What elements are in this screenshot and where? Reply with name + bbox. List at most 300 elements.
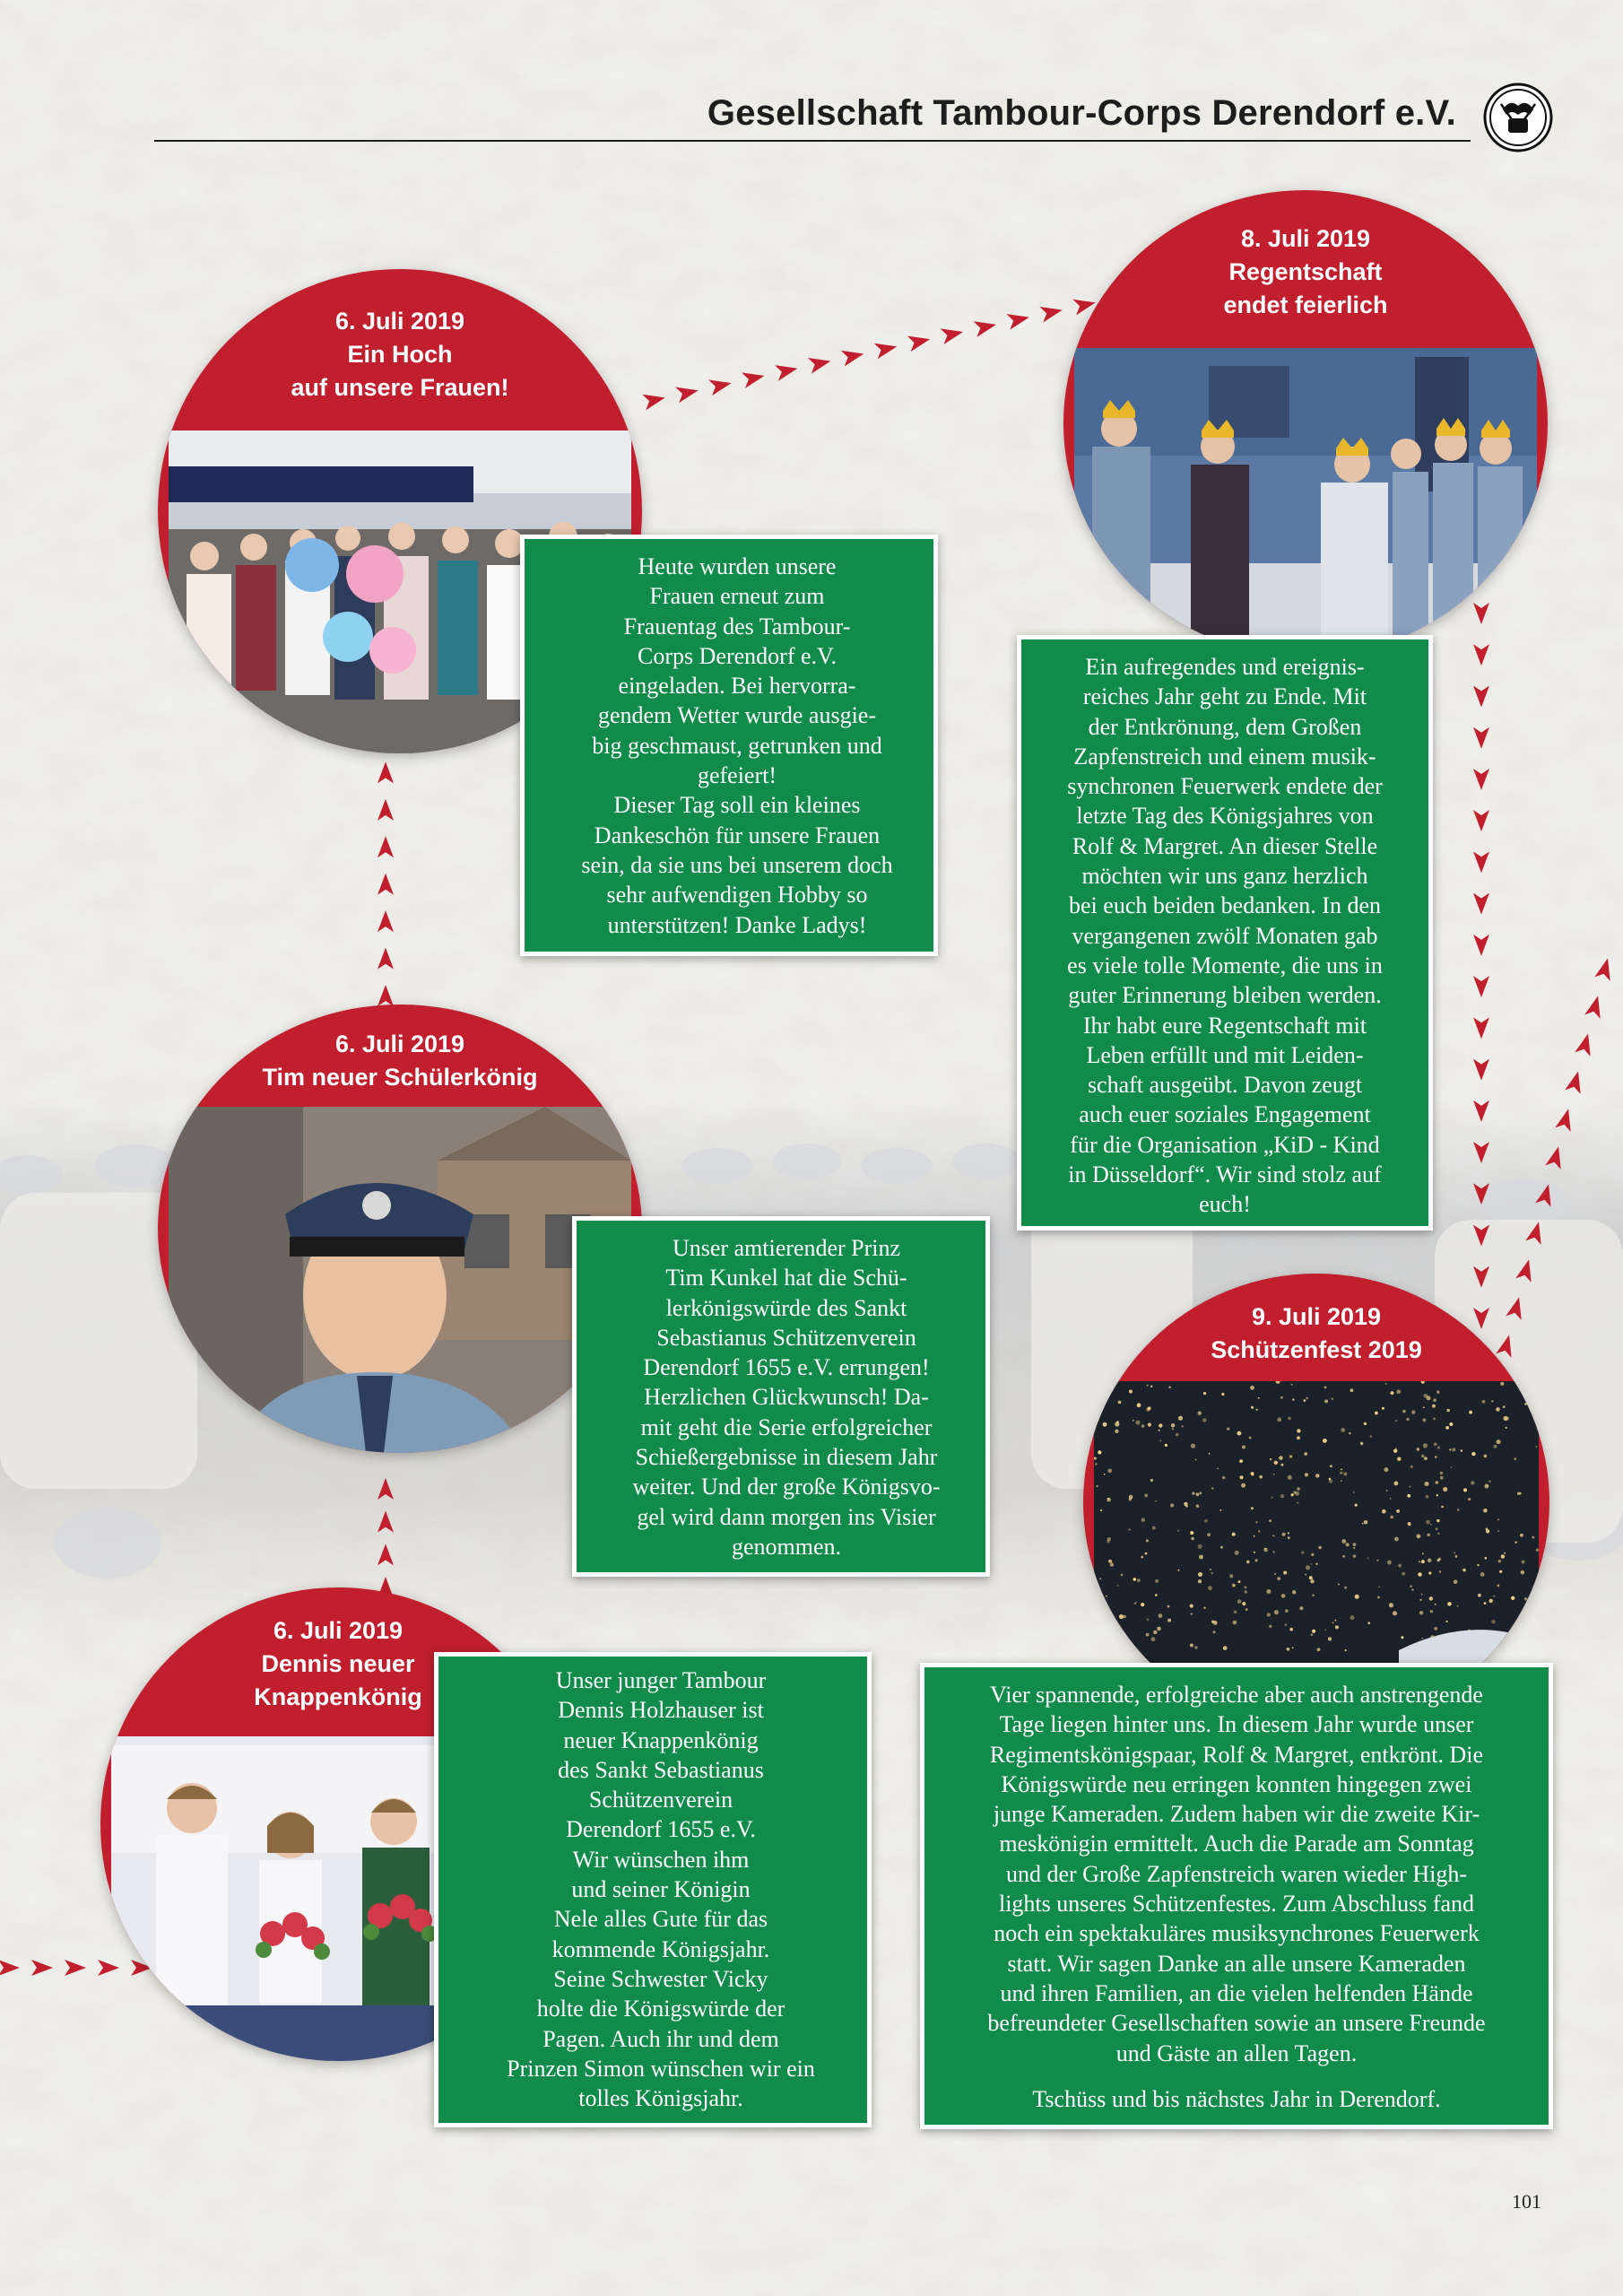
firework-spark <box>1176 1433 1179 1437</box>
firework-spark <box>1426 1495 1429 1499</box>
firework-spark <box>1299 1606 1303 1610</box>
firework-spark <box>1246 1561 1250 1564</box>
firework-spark <box>1258 1397 1260 1399</box>
firework-spark <box>1241 1483 1245 1488</box>
firework-spark <box>1396 1509 1400 1513</box>
firework-spark <box>1441 1506 1444 1509</box>
firework-spark <box>1254 1535 1255 1537</box>
firework-spark <box>1397 1457 1401 1461</box>
firework-spark <box>1295 1492 1299 1496</box>
firework-spark <box>1364 1520 1368 1525</box>
firework-spark <box>1191 1444 1195 1448</box>
firework-spark <box>1434 1627 1437 1631</box>
firework-spark <box>1421 1560 1425 1563</box>
firework-spark <box>1500 1382 1504 1386</box>
firework-spark <box>1255 1559 1258 1561</box>
firework-spark <box>1152 1526 1156 1530</box>
firework-spark <box>1395 1420 1397 1422</box>
firework-spark <box>1306 1397 1308 1400</box>
firework-spark <box>1471 1481 1474 1484</box>
firework-spark <box>1211 1572 1213 1575</box>
firework-spark <box>1440 1476 1444 1480</box>
firework-spark <box>1353 1547 1355 1549</box>
firework-spark <box>1311 1563 1313 1565</box>
firework-spark <box>1169 1387 1171 1388</box>
firework-spark <box>1191 1613 1193 1614</box>
event-title-line: Tim neuer Schülerkönig <box>262 1064 538 1091</box>
firework-spark <box>1332 1622 1334 1623</box>
event-text: Vier spannende, erfolgreiche aber auch anstrengende Tage liegen hinter uns. In diesem Jahr wurde unser Regimentskönigspaar, Rolf & Margret, entkrönt. Die Königswürde neu erringen konnten hingegen zwei junge Kameraden. Zudem haben wir die zweite Kir- meskönigin ermittelt. Auch die Parade am Sonntag und der Große Zapfenstreich waren wieder High- lights unseres Schützenfestes. Zum Abschluss fand noch ein spektakuläres musiksynchrones Feuerwerk statt. Wir sagen Danke an alle unsere Kameraden und ihren Familien, an die vielen helfenden Hände befreundeter Gesellschaften sowie an unsere Freunde und Gäste an allen Tagen. <box>987 1682 1486 2066</box>
firework-spark <box>1305 1473 1308 1476</box>
firework-spark <box>1297 1502 1298 1504</box>
firework-spark <box>1387 1561 1392 1565</box>
event-text-frauentag <box>520 535 938 956</box>
firework-spark <box>1098 1450 1101 1454</box>
event-title-line: Knappenkönig <box>254 1683 422 1710</box>
firework-spark <box>1406 1418 1409 1421</box>
firework-spark <box>1277 1577 1280 1580</box>
firework-spark <box>1289 1628 1293 1631</box>
firework-spark <box>1496 1407 1500 1412</box>
firework-spark <box>1210 1569 1211 1570</box>
firework-spark <box>1172 1428 1175 1431</box>
firework-spark <box>1238 1580 1241 1583</box>
firework-spark <box>1297 1436 1300 1439</box>
firework-spark <box>1417 1535 1421 1539</box>
firework-spark <box>1390 1516 1393 1519</box>
firework-spark <box>1353 1554 1357 1558</box>
firework-spark <box>1124 1639 1126 1641</box>
firework-spark <box>1389 1603 1393 1607</box>
firework-spark <box>1469 1411 1472 1414</box>
firework-spark <box>1118 1401 1122 1405</box>
firework-spark <box>1384 1467 1388 1472</box>
firework-spark <box>1428 1534 1430 1536</box>
firework-spark <box>1249 1437 1252 1439</box>
firework-spark <box>1524 1403 1527 1405</box>
firework-spark <box>1393 1611 1397 1615</box>
firework-spark <box>1104 1474 1106 1475</box>
event-title-line: Schützenfest 2019 <box>1211 1336 1422 1363</box>
firework-spark <box>1318 1546 1322 1550</box>
firework-spark <box>1375 1412 1378 1415</box>
firework-spark <box>1418 1572 1422 1577</box>
firework-spark <box>1342 1555 1344 1557</box>
firework-spark <box>1436 1527 1438 1530</box>
firework-spark <box>1435 1456 1437 1458</box>
firework-spark <box>1254 1552 1255 1553</box>
firework-spark <box>1129 1495 1133 1500</box>
firework-spark <box>1235 1551 1239 1555</box>
firework-spark <box>1397 1389 1402 1394</box>
event-circle-schuelerkoenig <box>158 1004 642 1453</box>
firework-spark <box>1422 1552 1424 1554</box>
firework-spark <box>1155 1500 1157 1502</box>
firework-spark <box>1135 1421 1140 1425</box>
event-title-line: auf unsere Frauen! <box>291 374 509 401</box>
firework-spark <box>1277 1418 1281 1422</box>
firework-spark <box>1096 1395 1098 1397</box>
firework-spark <box>1485 1557 1488 1560</box>
firework-spark <box>1207 1533 1211 1536</box>
firework-spark <box>1250 1386 1254 1390</box>
firework-spark <box>1251 1472 1254 1475</box>
firework-spark <box>1203 1392 1206 1395</box>
firework-spark <box>1256 1409 1258 1411</box>
firework-spark <box>1535 1617 1538 1620</box>
firework-spark <box>1436 1390 1439 1393</box>
firework-spark <box>1145 1552 1148 1555</box>
firework-spark <box>1273 1474 1275 1475</box>
firework-spark <box>1255 1521 1257 1523</box>
firework-spark <box>1499 1570 1502 1573</box>
firework-spark <box>1340 1472 1342 1474</box>
firework-spark <box>1301 1552 1304 1554</box>
firework-spark <box>1244 1586 1246 1588</box>
firework-spark <box>1377 1596 1380 1599</box>
firework-spark <box>1315 1563 1317 1565</box>
firework-spark <box>1498 1560 1501 1562</box>
firework-spark <box>1204 1519 1207 1522</box>
firework-spark <box>1141 1603 1144 1606</box>
boy-in-uniform-cap-photo <box>169 1107 631 1453</box>
firework-spark <box>1151 1637 1156 1641</box>
firework-spark <box>1266 1589 1271 1594</box>
firework-spark <box>1360 1442 1363 1445</box>
firework-spark <box>1232 1584 1236 1587</box>
firework-spark <box>1223 1646 1228 1650</box>
event-text-schuetzenfest <box>920 1663 1553 2129</box>
firework-spark <box>1424 1394 1428 1398</box>
firework-spark <box>1471 1452 1475 1456</box>
firework-spark <box>1167 1619 1171 1622</box>
firework-spark <box>1515 1457 1517 1460</box>
firework-spark <box>1428 1559 1432 1563</box>
firework-spark <box>1385 1383 1387 1385</box>
firework-spark <box>1245 1590 1247 1593</box>
firework-spark <box>1335 1625 1339 1629</box>
firework-spark <box>1451 1466 1453 1468</box>
firework-spark <box>1199 1555 1203 1560</box>
firework-spark <box>1341 1468 1342 1470</box>
firework-spark <box>1288 1417 1290 1420</box>
firework-spark <box>1283 1571 1287 1575</box>
firework-spark <box>1367 1622 1370 1624</box>
firework-spark <box>1461 1449 1463 1452</box>
event-text-knappenkoenig <box>434 1652 872 2127</box>
firework-spark <box>1423 1406 1425 1408</box>
firework-spark <box>1137 1578 1141 1582</box>
firework-spark <box>1148 1422 1151 1426</box>
firework-spark <box>1493 1596 1495 1597</box>
firework-spark <box>1521 1570 1525 1575</box>
firework-spark <box>1346 1543 1350 1546</box>
firework-spark <box>1192 1492 1194 1495</box>
firework-spark <box>1144 1494 1148 1498</box>
firework-spark <box>1532 1536 1534 1539</box>
firework-spark <box>1239 1459 1243 1463</box>
firework-spark <box>1497 1439 1501 1444</box>
header-rule <box>154 140 1471 142</box>
firework-spark <box>1170 1503 1174 1507</box>
firework-spark <box>1419 1561 1420 1562</box>
firework-spark <box>1251 1406 1254 1409</box>
firework-spark <box>1171 1423 1176 1428</box>
event-text: Unser amtierender Prinz Tim Kunkel hat die Schü- lerkönigswürde des Sankt Sebastianus Schützenverein Derendorf 1655 e.V. errungen! Herzlichen Glückwunsch! Da- mit geht die Serie erfolgreicher Schießergebnisse in diesem Jahr weiter. Und der große Königsvo- gel wird dann morgen ins Visier genommen. <box>632 1235 941 1560</box>
firework-spark <box>1190 1644 1193 1648</box>
firework-spark <box>1425 1482 1429 1486</box>
firework-spark <box>1457 1509 1459 1510</box>
firework-spark <box>1398 1564 1402 1568</box>
firework-spark <box>1504 1416 1508 1421</box>
firework-spark <box>1274 1573 1276 1575</box>
firework-spark <box>1491 1400 1493 1402</box>
firework-spark <box>1177 1570 1179 1571</box>
firework-spark <box>1155 1594 1158 1596</box>
firework-spark <box>1237 1599 1242 1604</box>
firework-spark <box>1141 1518 1145 1522</box>
firework-spark <box>1390 1498 1392 1500</box>
firework-spark <box>1100 1509 1102 1511</box>
firework-spark <box>1288 1536 1290 1539</box>
firework-spark <box>1115 1430 1118 1433</box>
firework-spark <box>1382 1407 1384 1410</box>
firework-spark <box>1468 1498 1471 1500</box>
firework-spark <box>1483 1509 1488 1513</box>
firework-spark <box>1324 1399 1328 1403</box>
firework-spark <box>1199 1492 1202 1495</box>
firework-spark <box>1323 1439 1327 1443</box>
firework-spark <box>1099 1578 1101 1580</box>
firework-spark <box>1209 1453 1211 1455</box>
firework-spark <box>1198 1579 1202 1583</box>
firework-spark <box>1297 1429 1300 1432</box>
firework-spark <box>1449 1448 1451 1450</box>
firework-spark <box>1291 1493 1294 1496</box>
firework-spark <box>1240 1475 1244 1479</box>
firework-spark <box>1150 1386 1152 1387</box>
firework-spark <box>1178 1416 1183 1421</box>
firework-spark <box>1229 1574 1233 1578</box>
firework-spark <box>1311 1553 1314 1556</box>
event-circle-regentschaft <box>1063 190 1548 657</box>
firework-spark <box>1422 1418 1426 1422</box>
firework-spark <box>1274 1610 1279 1614</box>
firework-spark <box>1304 1452 1307 1456</box>
firework-spark <box>1313 1595 1315 1596</box>
event-date: 6. Juli 2019 <box>273 1617 404 1644</box>
firework-spark <box>1329 1478 1332 1481</box>
firework-spark <box>1094 1457 1097 1460</box>
firework-spark <box>1439 1571 1441 1573</box>
firework-spark <box>1292 1590 1296 1594</box>
firework-spark <box>1410 1486 1411 1488</box>
event-text-schuelerkoenig <box>572 1216 990 1577</box>
firework-spark <box>1177 1530 1179 1532</box>
event-closing: Tschüss und bis nächstes Jahr in Derendorf. <box>1032 2085 1441 2112</box>
firework-spark <box>1454 1579 1458 1584</box>
firework-spark <box>1153 1631 1157 1634</box>
firework-spark <box>1232 1533 1236 1536</box>
firework-spark <box>1280 1396 1283 1399</box>
firework-spark <box>1292 1647 1294 1648</box>
firework-spark <box>1401 1636 1403 1639</box>
firework-spark <box>1129 1390 1133 1394</box>
firework-spark <box>1438 1558 1441 1561</box>
firework-spark <box>1417 1448 1419 1450</box>
firework-spark <box>1520 1534 1523 1537</box>
firework-spark <box>1334 1620 1336 1622</box>
firework-spark <box>1190 1531 1193 1535</box>
firework-spark <box>1288 1475 1292 1480</box>
firework-spark <box>1446 1409 1450 1413</box>
firework-spark <box>1280 1494 1284 1498</box>
firework-spark <box>1353 1543 1357 1546</box>
firework-spark <box>1270 1458 1271 1460</box>
header <box>707 93 1544 134</box>
firework-spark <box>1147 1619 1150 1622</box>
firework-spark <box>1440 1472 1443 1474</box>
firework-spark <box>1306 1565 1310 1570</box>
event-date: 6. Juli 2019 <box>334 308 465 335</box>
drummer-emblem-icon <box>1483 83 1553 152</box>
firework-spark <box>1269 1519 1271 1522</box>
firework-spark <box>1382 1509 1386 1514</box>
firework-spark <box>1103 1622 1107 1627</box>
firework-spark <box>1522 1561 1525 1564</box>
firework-spark <box>1376 1560 1378 1561</box>
firework-spark <box>1165 1444 1167 1447</box>
firework-spark <box>1146 1539 1149 1542</box>
crowned-royals-on-stage-photo <box>1074 348 1537 657</box>
firework-spark <box>1211 1487 1214 1490</box>
firework-spark <box>1281 1594 1286 1598</box>
firework-spark <box>1343 1473 1347 1476</box>
firework-spark <box>1436 1494 1438 1496</box>
header-title: Gesellschaft Tambour-Corps Derendorf e.V. <box>707 93 1456 133</box>
firework-spark <box>1407 1494 1410 1498</box>
firework-spark <box>1430 1610 1433 1613</box>
firework-spark <box>1420 1599 1422 1601</box>
firework-spark <box>1341 1539 1346 1544</box>
firework-spark <box>1364 1422 1367 1425</box>
firework-spark <box>1394 1482 1399 1486</box>
firework-spark <box>1504 1552 1506 1554</box>
firework-spark <box>1355 1504 1358 1507</box>
firework-spark <box>1272 1535 1274 1536</box>
firework-spark <box>1423 1443 1428 1448</box>
firework-spark <box>1150 1479 1153 1482</box>
firework-spark <box>1159 1613 1163 1618</box>
firework-spark <box>1182 1425 1184 1427</box>
firework-spark <box>1287 1648 1290 1651</box>
firework-spark <box>1324 1387 1327 1389</box>
firework-spark <box>1402 1572 1405 1576</box>
firework-spark <box>1280 1464 1283 1466</box>
firework-spark <box>1159 1423 1162 1427</box>
firework-spark <box>1222 1476 1225 1479</box>
firework-spark <box>1355 1595 1359 1599</box>
firework-spark <box>1291 1384 1293 1386</box>
firework-spark <box>1110 1562 1114 1566</box>
firework-spark <box>1325 1629 1327 1631</box>
firework-spark <box>1328 1637 1332 1640</box>
firework-spark <box>1497 1585 1500 1587</box>
firework-spark <box>1116 1421 1119 1423</box>
firework-spark <box>1362 1523 1364 1525</box>
firework-spark <box>1106 1596 1107 1597</box>
firework-spark <box>1457 1605 1459 1607</box>
firework-spark <box>1506 1427 1507 1429</box>
firework-spark <box>1515 1542 1516 1544</box>
firework-spark <box>1259 1475 1263 1479</box>
firework-spark <box>1312 1630 1315 1633</box>
firework-spark <box>1341 1428 1345 1432</box>
firework-spark <box>1536 1446 1538 1448</box>
firework-spark <box>1167 1605 1170 1608</box>
firework-spark <box>1227 1428 1229 1431</box>
event-title-line: Regentschaft <box>1228 258 1383 285</box>
firework-spark <box>1245 1608 1248 1611</box>
firework-spark <box>1484 1455 1488 1458</box>
page-number: 101 <box>1512 2190 1541 2213</box>
firework-spark <box>1108 1560 1112 1563</box>
firework-spark <box>1338 1584 1340 1586</box>
event-date: 6. Juli 2019 <box>334 1031 465 1057</box>
firework-spark <box>1317 1648 1321 1651</box>
firework-spark <box>1447 1602 1452 1606</box>
firework-spark <box>1445 1621 1447 1622</box>
firework-spark <box>1124 1615 1126 1618</box>
event-date: 8. Juli 2019 <box>1240 225 1371 252</box>
firework-spark <box>1443 1487 1447 1492</box>
firework-spark <box>1402 1410 1405 1413</box>
firework-spark <box>1234 1610 1237 1613</box>
firework-spark <box>1097 1485 1098 1487</box>
firework-spark <box>1410 1586 1412 1587</box>
firework-spark <box>1525 1381 1530 1386</box>
firework-spark <box>1157 1627 1161 1631</box>
firework-spark <box>1436 1519 1439 1522</box>
firework-spark <box>1242 1602 1245 1605</box>
firework-spark <box>1477 1564 1479 1566</box>
firework-spark <box>1190 1605 1193 1608</box>
firework-spark <box>1424 1457 1428 1460</box>
firework-spark <box>1217 1468 1219 1470</box>
firework-spark <box>1311 1633 1314 1636</box>
firework-spark <box>1133 1420 1134 1422</box>
firework-spark <box>1411 1410 1415 1413</box>
firework-spark <box>1285 1623 1288 1626</box>
firework-spark <box>1437 1447 1440 1449</box>
firework-spark <box>1350 1388 1354 1392</box>
firework-spark <box>1491 1620 1495 1623</box>
event-title-line: Ein Hoch <box>347 341 453 368</box>
firework-spark <box>1434 1442 1437 1446</box>
firework-spark <box>1269 1625 1271 1628</box>
firework-spark <box>1267 1613 1271 1616</box>
firework-spark <box>1455 1555 1458 1558</box>
firework-spark <box>1099 1610 1104 1614</box>
event-date: 9. Juli 2019 <box>1251 1303 1382 1330</box>
firework-spark <box>1536 1549 1539 1552</box>
firework-spark <box>1258 1530 1260 1532</box>
firework-spark <box>1133 1578 1136 1581</box>
firework-spark <box>1535 1636 1537 1638</box>
firework-spark <box>1463 1488 1467 1492</box>
firework-spark <box>1195 1459 1197 1461</box>
firework-spark <box>1221 1393 1224 1396</box>
